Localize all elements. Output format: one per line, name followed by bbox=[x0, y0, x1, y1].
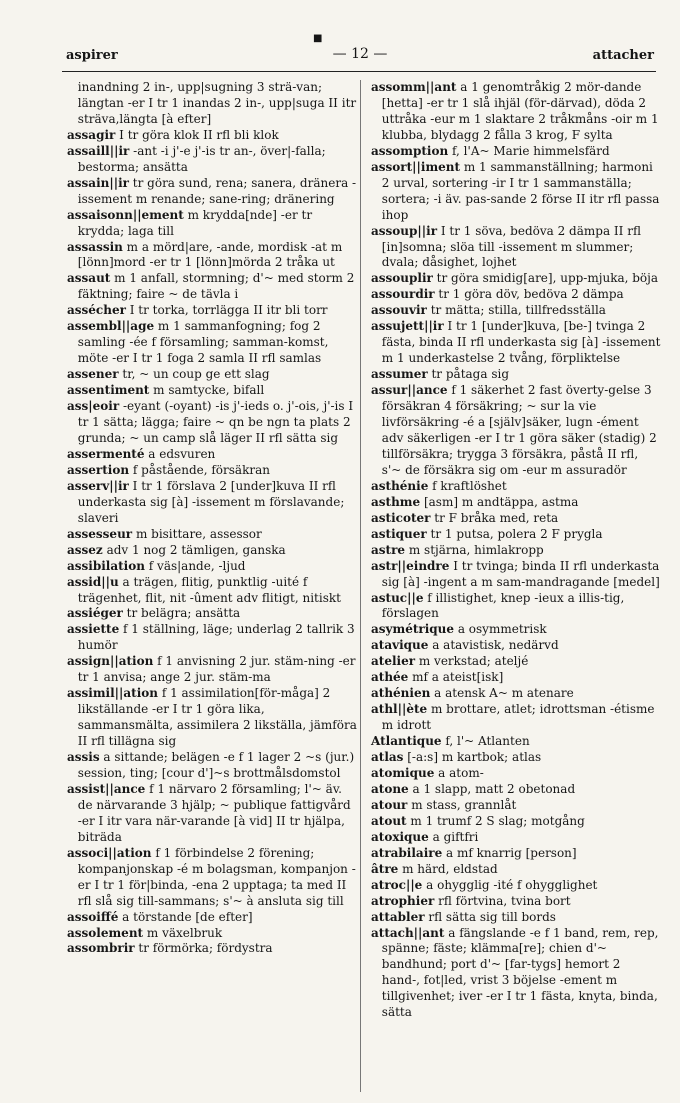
dictionary-entry bbox=[371, 319, 661, 367]
entry-definition: m härd, eldstad bbox=[398, 861, 498, 876]
entry-headword: ass|eoir bbox=[67, 399, 120, 414]
entry-headword: assolement bbox=[67, 925, 144, 940]
entry-headword: assomption bbox=[371, 143, 449, 158]
dictionary-entry bbox=[371, 591, 661, 623]
entry-definition: tr göra sund, rena; sanera, dränera -issement m renande; sane-ring; dränering bbox=[77, 175, 357, 206]
dictionary-entry bbox=[67, 144, 357, 176]
entry-definition: tr förmörka; fördystra bbox=[134, 941, 273, 956]
entry-headword: assiéger bbox=[67, 606, 123, 621]
entry-definition: a ohygglig -ité f ohygglighet bbox=[422, 877, 598, 892]
dictionary-entry bbox=[371, 670, 661, 686]
dictionary-entry bbox=[371, 303, 661, 319]
dictionary-entry bbox=[67, 240, 357, 272]
dictionary-entry bbox=[67, 303, 357, 319]
entry-definition: tr påtaga sig bbox=[427, 367, 509, 382]
entry-definition: -ant -i j'-e j'-is tr an-, över|-falla; bestorma; ansätta bbox=[77, 143, 326, 174]
entry-definition: tr 1 göra döv, bedöva 2 dämpa bbox=[434, 287, 624, 302]
entry-definition: f, l'A~ Marie himmelsfärd bbox=[448, 143, 610, 158]
entry-headword: atavique bbox=[371, 638, 429, 653]
entry-headword: atoxique bbox=[371, 829, 429, 844]
dictionary-entry bbox=[67, 80, 357, 128]
dictionary-entry bbox=[67, 559, 357, 575]
entry-headword: atrabilaire bbox=[371, 845, 443, 860]
dictionary-entry bbox=[67, 846, 357, 910]
entry-headword: assouplir bbox=[371, 271, 433, 286]
entry-headword: assoup||ir bbox=[371, 223, 438, 238]
entry-definition: tr belägra; ansätta bbox=[122, 606, 241, 621]
header-rule bbox=[62, 71, 656, 72]
entry-definition: I tr torka, torrlägga II itr bli torr bbox=[125, 303, 328, 318]
entry-headword: athée bbox=[371, 670, 409, 685]
dictionary-entry bbox=[371, 287, 661, 303]
entry-headword: athénien bbox=[371, 686, 431, 701]
entry-headword: asymétrique bbox=[371, 622, 455, 637]
dictionary-entry bbox=[67, 782, 357, 846]
entry-headword: assentiment bbox=[67, 383, 150, 398]
entry-definition: a 1 slapp, matt 2 obetonad bbox=[408, 781, 576, 796]
dictionary-entry bbox=[67, 926, 357, 942]
entry-headword: atone bbox=[371, 781, 409, 796]
entry-headword: assis bbox=[67, 750, 100, 765]
dictionary-entry bbox=[371, 144, 661, 160]
entry-definition: m verkstad; ateljé bbox=[415, 654, 529, 669]
entry-definition: f 1 förbindelse 2 förening; kompanjonskap -é m bolagsman, kompanjon -er I tr 1 för|binda, -ena 2 upptaga; ta med II rfl slå sig till-sammans; s'~ à ansluta sig till bbox=[77, 845, 356, 908]
entry-headword: asthénie bbox=[371, 478, 429, 493]
dictionary-entry bbox=[371, 910, 661, 926]
entry-definition: m 1 trumf 2 S slag; motgång bbox=[406, 813, 585, 828]
entry-definition: m växelbruk bbox=[143, 925, 223, 940]
entry-definition: a edsvuren bbox=[144, 446, 216, 461]
page-number: — 12 — bbox=[332, 46, 388, 62]
entry-headword: assermenté bbox=[67, 446, 145, 461]
dictionary-entry bbox=[67, 686, 357, 750]
dictionary-entry bbox=[67, 941, 357, 957]
dictionary-entry bbox=[67, 606, 357, 622]
entry-definition: f 1 säkerhet 2 fast överty-gelse 3 försäkran 4 försäkring; ~ sur la vie livförsäkring -é a [själv]säker, lugn -ément adv säkerligen -er I tr 1 göra säker (stadig) 2 tillförsäkra; trygga 3 försäkra, påstå II rfl, s'~ de försäkra sig om -eur m assuradör bbox=[381, 383, 657, 477]
dictionary-entry bbox=[371, 814, 661, 830]
entry-definition: inandning 2 in-, upp|sugning 3 strä-van; längtan -er I tr 1 inandas 2 in-, upp|suga II itr sträva,längta [à efter] bbox=[77, 80, 357, 126]
entry-headword: attach||ant bbox=[371, 925, 445, 940]
entry-headword: assist||ance bbox=[67, 781, 146, 796]
entry-definition: adv 1 nog 2 tämligen, ganska bbox=[102, 542, 286, 557]
entry-definition: [asm] m andtäppa, astma bbox=[420, 494, 579, 509]
entry-definition: f illistighet, knep -ieux a illis-tig, förslagen bbox=[381, 590, 625, 621]
entry-headword: assaisonn||ement bbox=[67, 207, 184, 222]
dictionary-entry bbox=[371, 527, 661, 543]
dictionary-entry bbox=[67, 383, 357, 399]
entry-definition: f, l'~ Atlanten bbox=[441, 734, 530, 749]
entry-definition: f 1 ställning, läge; underlag 2 tallrik 3 humör bbox=[77, 622, 355, 653]
entry-headword: astr||eindre bbox=[371, 558, 450, 573]
dictionary-entry bbox=[371, 511, 661, 527]
entry-definition: a giftfri bbox=[428, 829, 479, 844]
entry-headword: assener bbox=[67, 367, 119, 382]
entry-headword: assembl||age bbox=[67, 319, 155, 334]
dictionary-entry bbox=[67, 622, 357, 654]
entry-headword: assomm||ant bbox=[371, 80, 457, 94]
entry-definition: m 1 anfall, stormning; d'~ med storm 2 fäktning; faire ~ de tävla i bbox=[77, 271, 355, 302]
dictionary-entry bbox=[67, 367, 357, 383]
dictionary-entry bbox=[371, 622, 661, 638]
dictionary-entry bbox=[371, 686, 661, 702]
dictionary-entry bbox=[67, 319, 357, 367]
dictionary-entry bbox=[371, 495, 661, 511]
entry-headword: atomique bbox=[371, 765, 435, 780]
entry-definition: f påstående, försäkran bbox=[129, 462, 270, 477]
entry-headword: atelier bbox=[371, 654, 416, 669]
entry-definition: a atavistisk, nedärvd bbox=[428, 638, 559, 653]
entry-headword: attabler bbox=[371, 909, 425, 924]
entry-headword: athl||ète bbox=[371, 702, 428, 717]
entry-definition: [-a:s] m kartbok; atlas bbox=[403, 750, 542, 765]
dictionary-entry bbox=[67, 750, 357, 782]
dictionary-entry bbox=[67, 176, 357, 208]
entry-headword: astiquer bbox=[371, 526, 427, 541]
entry-definition: I tr 1 söva, bedöva 2 dämpa II rfl [in]somna; slöa till -issement m slummer; dvala; dåsighet, lojhet bbox=[381, 223, 641, 270]
dictionary-entry bbox=[371, 878, 661, 894]
dictionary-entry bbox=[371, 160, 661, 224]
entry-definition: a sittande; belägen -e f 1 lager 2 ~s (jur.) session, ting; [cour d']~s brottmålsdomstol bbox=[77, 750, 355, 780]
dictionary-entry bbox=[371, 271, 661, 287]
dictionary-entry bbox=[371, 862, 661, 878]
entry-definition: m 1 sammanfogning; fog 2 samling -ée f församling; samman-komst, möte -er I tr 1 foga 2 samla II rfl samlas bbox=[77, 319, 329, 366]
entry-headword: assimil||ation bbox=[67, 686, 158, 701]
entry-definition: f 1 assimilation[för-måga] 2 likställande -er I tr 1 göra lika, sammansmälta, assimilera 2 likställa, jämföra II rfl tillägna sig bbox=[77, 686, 357, 749]
entry-definition: tr mätta; stilla, tillfredsställa bbox=[426, 303, 606, 318]
right-column bbox=[371, 80, 661, 1021]
entry-headword: assaill||ir bbox=[67, 143, 130, 158]
entry-headword: assaut bbox=[67, 271, 111, 286]
entry-headword: assouvir bbox=[371, 303, 427, 318]
dictionary-entry bbox=[371, 782, 661, 798]
dictionary-entry bbox=[371, 766, 661, 782]
dictionary-entry bbox=[371, 830, 661, 846]
entry-definition: a 1 genomtråkig 2 mör-dande [hetta] -er tr 1 slå ihjäl (för-därvad), döda 2 uttråka -eur m 1 slaktare 2 tråkmåns -oir m 1 klubba, blydagg 2 fålla 3 krog, F sylta bbox=[381, 80, 659, 142]
entry-definition: a atom- bbox=[434, 765, 484, 780]
dictionary-entry bbox=[371, 894, 661, 910]
entry-definition: a törstande [de efter] bbox=[118, 909, 253, 924]
entry-definition: rfl sätta sig till bords bbox=[424, 909, 556, 924]
entry-headword: assez bbox=[67, 542, 103, 557]
dictionary-entry bbox=[371, 654, 661, 670]
column-separator bbox=[360, 80, 361, 1092]
dictionary-entry bbox=[371, 559, 661, 591]
entry-definition: a mf knarrig [person] bbox=[442, 845, 577, 860]
dictionary-entry bbox=[67, 910, 357, 926]
page-mark: ■ bbox=[313, 33, 323, 44]
entry-definition: mf a ateist[isk] bbox=[408, 670, 504, 685]
entry-headword: asséc‌her bbox=[67, 303, 126, 318]
entry-headword: asticoter bbox=[371, 510, 431, 525]
dictionary-entry bbox=[371, 734, 661, 750]
entry-headword: atroc||e bbox=[371, 877, 423, 892]
entry-headword: assagir bbox=[67, 127, 116, 142]
entry-definition: f kraftlöshet bbox=[428, 478, 507, 493]
entry-definition: tr, ~ un coup ge ett slag bbox=[118, 367, 270, 382]
dictionary-entry bbox=[371, 367, 661, 383]
entry-headword: assumer bbox=[371, 367, 428, 382]
entry-definition: m a mörd|are, -ande, mordisk -at m [lönn]mord -er tr 1 [lönn]mörda 2 tråka ut bbox=[77, 239, 343, 270]
dictionary-entry bbox=[67, 463, 357, 479]
dictionary-entry bbox=[371, 926, 661, 1022]
dictionary-entry bbox=[67, 575, 357, 607]
entry-headword: assain||ir bbox=[67, 175, 129, 190]
dictionary-entry bbox=[371, 750, 661, 766]
guide-word-right: attacher bbox=[592, 48, 654, 63]
entry-definition: m samtycke, bifall bbox=[149, 383, 265, 398]
dictionary-entry bbox=[371, 80, 661, 144]
entry-headword: atrophier bbox=[371, 893, 435, 908]
entry-headword: atour bbox=[371, 797, 408, 812]
entry-definition: m brottare, atlet; idrottsman -étisme m idrott bbox=[381, 702, 655, 733]
entry-headword: assort||iment bbox=[371, 159, 461, 174]
entry-definition: -eyant (-oyant) -is j'-ieds o. j'-ois, j'-is I tr 1 sätta; lägga; faire ~ qn be ngn ta plats 2 grunda; ~ un camp slå läger II rfl sätta sig bbox=[77, 399, 354, 445]
entry-headword: astuc||e bbox=[371, 590, 424, 605]
page-header bbox=[66, 46, 654, 68]
dictionary-entry bbox=[67, 447, 357, 463]
entry-definition: f 1 anvisning 2 jur. stäm-ning -er tr 1 anvisa; ange 2 jur. stäm-ma bbox=[77, 654, 356, 685]
entry-headword: assesseur bbox=[67, 526, 133, 541]
dictionary-entry bbox=[371, 543, 661, 559]
entry-headword: assid||u bbox=[67, 574, 119, 589]
dictionary-entry bbox=[67, 399, 357, 447]
entry-definition: I tr tvinga; binda II rfl underkasta sig [à] -ingent a m sam-mandragande [medel] bbox=[381, 558, 660, 589]
entry-definition: m stass, grannlåt bbox=[407, 797, 517, 812]
dictionary-entry bbox=[67, 543, 357, 559]
entry-definition: rfl förtvina, tvina bort bbox=[434, 893, 571, 908]
entry-definition: I tr göra klok II rfl bli klok bbox=[115, 127, 279, 142]
dictionary-entry bbox=[67, 654, 357, 686]
dictionary-entry bbox=[371, 638, 661, 654]
entry-headword: assur||ance bbox=[371, 383, 448, 398]
entry-definition: m stjärna, himlakropp bbox=[405, 542, 544, 557]
entry-definition: a fängslande -e f 1 band, rem, rep, spänne; fäste; klämma[re]; chien d'~ bandhund; port d'~ [far-tygs] hemort 2 hand-, fot|led, vrist 3 böjelse -ement m tillgivenhet; iver -er I tr 1 fästa, knyta, binda, sätta bbox=[381, 925, 659, 1020]
entry-definition: a trägen, flitig, punktlig -uité f trägenhet, flit, nit -ûment adv flitigt, nitiskt bbox=[77, 574, 341, 605]
entry-headword: asserv||ir bbox=[67, 478, 129, 493]
dictionary-entry bbox=[371, 224, 661, 272]
entry-definition: f 1 närvaro 2 församling; l'~ äv. de närvarande 3 hjälp; ~ publique fattigvård -er I itr vara när-varande [à vid] II tr hjälpa, biträda bbox=[77, 781, 351, 844]
entry-headword: assujett||ir bbox=[371, 319, 444, 334]
entry-definition: tr göra smidig[are], upp-mjuka, böja bbox=[432, 271, 659, 286]
entry-headword: assertion bbox=[67, 462, 130, 477]
dictionary-entry bbox=[67, 208, 357, 240]
entry-headword: assassin bbox=[67, 239, 123, 254]
dictionary-entry bbox=[371, 479, 661, 495]
entry-headword: assibilation bbox=[67, 558, 145, 573]
entry-headword: assombrir bbox=[67, 941, 135, 956]
dictionary-entry bbox=[67, 128, 357, 144]
left-column bbox=[67, 80, 357, 957]
entry-definition: a osymmetrisk bbox=[454, 622, 547, 637]
entry-headword: astre bbox=[371, 542, 406, 557]
entry-headword: atlas bbox=[371, 750, 404, 765]
dictionary-entry bbox=[67, 527, 357, 543]
entry-definition: I tr 1 [under]kuva, [be-] tvinga 2 fästa, binda II rfl underkasta sig [à] -issement m 1 underkastelse 2 tvång, förpliktelse bbox=[381, 319, 661, 366]
entry-headword: assiette bbox=[67, 622, 120, 637]
entry-definition: I tr 1 förslava 2 [under]kuva II rfl underkasta sig [à] -issement m förslavande; slaveri bbox=[77, 478, 345, 525]
entry-definition: f väs|ande, -ljud bbox=[144, 558, 246, 573]
guide-word-left: aspirer bbox=[66, 48, 118, 63]
entry-definition: a atensk A~ m atenare bbox=[430, 686, 574, 701]
entry-headword: assoiffé bbox=[67, 909, 119, 924]
dictionary-entry bbox=[371, 702, 661, 734]
entry-headword: asthme bbox=[371, 494, 421, 509]
entry-headword: Atlantique bbox=[371, 734, 442, 749]
entry-definition: m krydda[nde] -er tr krydda; laga till bbox=[77, 207, 313, 238]
entry-headword: associ||ation bbox=[67, 845, 152, 860]
entry-definition: tr 1 putsa, polera 2 F prygla bbox=[426, 526, 603, 541]
dictionary-entry bbox=[371, 798, 661, 814]
entry-headword: assign||ation bbox=[67, 654, 154, 669]
entry-definition: m bisittare, assessor bbox=[132, 526, 262, 541]
dictionary-entry bbox=[67, 271, 357, 303]
entry-headword: assourdir bbox=[371, 287, 435, 302]
entry-headword: atout bbox=[371, 813, 407, 828]
dictionary-entry bbox=[67, 479, 357, 527]
entry-headword: âtre bbox=[371, 861, 399, 876]
dictionary-entry bbox=[371, 846, 661, 862]
entry-definition: m 1 sammanställning; harmoni 2 urval, sortering -ir I tr 1 sammanställa; sortera; -i äv. pas-sande 2 förse II itr rfl passa ihop bbox=[381, 159, 660, 222]
dictionary-entry bbox=[371, 383, 661, 479]
entry-definition: tr F bråka med, reta bbox=[430, 510, 559, 525]
